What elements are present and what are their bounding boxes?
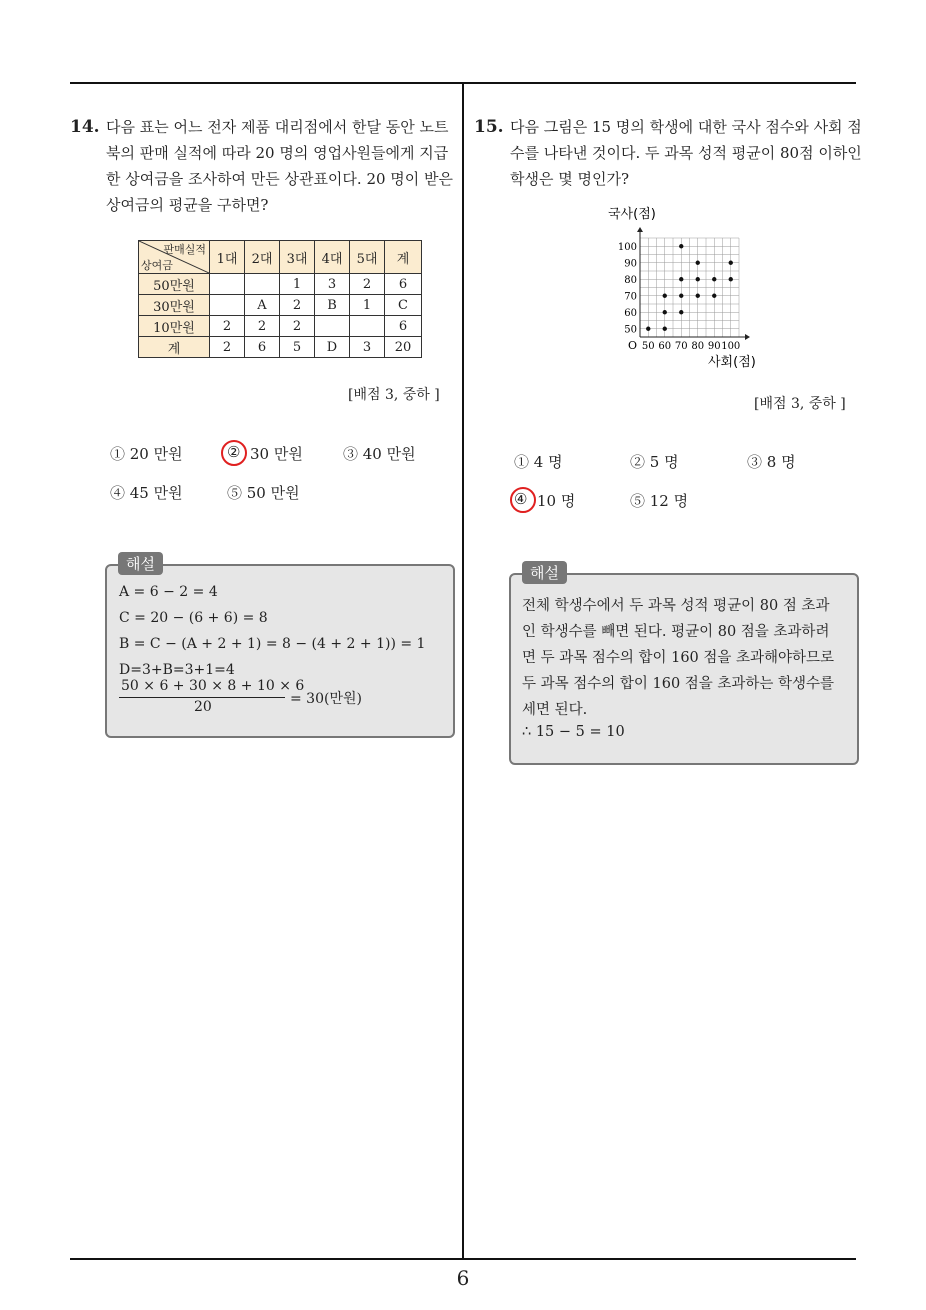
table-row — [139, 316, 422, 337]
question-line: 학생은 몇 명인가? — [510, 170, 630, 188]
y-tick-label: 70 — [624, 291, 637, 303]
choice-4[interactable]: ④ 45 만원 — [110, 484, 183, 502]
y-tick-label: 100 — [617, 241, 637, 253]
choice-1[interactable]: ① 20 만원 — [110, 445, 183, 463]
table-cell: 1 — [280, 274, 315, 295]
question-number: 14. — [70, 117, 100, 137]
table-cell: 2 — [245, 316, 280, 337]
tick-labels — [618, 242, 740, 352]
corner-top-label: 판매실적 — [163, 243, 206, 256]
data-point — [679, 277, 683, 281]
fraction-result: = 30(만원) — [290, 691, 362, 707]
data-point — [696, 261, 700, 265]
choice-2[interactable]: 30 만원 — [250, 445, 303, 463]
row-label: 30만원 — [139, 295, 210, 316]
solution-line: 세면 된다. — [522, 702, 588, 718]
column-divider — [462, 82, 464, 1260]
row-label: 50만원 — [139, 274, 210, 295]
data-point — [663, 310, 667, 314]
x-tick-label: 70 — [674, 341, 688, 352]
solution-tag: 해설 — [118, 552, 163, 575]
choice-1[interactable]: ① 4 명 — [514, 453, 563, 471]
table-cell: 6 — [385, 274, 422, 295]
question-line: 다음 표는 어느 전자 제품 대리점에서 한달 동안 노트 — [106, 118, 449, 136]
solution-line: 면 두 과목 점수의 합이 160 점을 초과해야하므로 — [522, 650, 835, 666]
table-cell: 2 — [350, 274, 385, 295]
solution-line: C = 20 − (6 + 6) = 8 — [119, 610, 268, 626]
x-tick-label: 100 — [721, 341, 741, 352]
data-point — [712, 277, 716, 281]
y-tick-label: 60 — [624, 307, 637, 319]
table-cell — [210, 295, 245, 316]
table-cell: 2 — [280, 316, 315, 337]
choice-3[interactable]: ③ 8 명 — [747, 453, 796, 471]
question-text — [106, 114, 453, 218]
fraction-numerator: 50 × 6 + 30 × 8 + 10 × 6 — [121, 678, 305, 694]
question-line: 수를 나타낸 것이다. 두 과목 성적 평균이 80점 이하인 — [510, 144, 862, 162]
table-header: 5대 — [350, 241, 385, 274]
data-point — [712, 294, 716, 298]
page-number: 6 — [456, 1266, 470, 1290]
data-point — [646, 327, 650, 331]
table-cell — [210, 274, 245, 295]
x-axis-arrow — [745, 334, 750, 340]
table-cell: D — [315, 337, 350, 358]
question-line: 한 상여금을 조사하여 만든 상관표이다. 20 명이 받은 — [106, 170, 454, 188]
solution-line: ∴ 15 − 5 = 10 — [522, 724, 625, 740]
x-tick-label: 90 — [707, 341, 721, 352]
data-point — [679, 294, 683, 298]
table-cell — [245, 274, 280, 295]
corner-bottom-label: 상여금 — [141, 259, 173, 272]
table-cell: 2 — [280, 295, 315, 316]
data-point — [729, 277, 733, 281]
data-point — [679, 310, 683, 314]
solution-tag: 해설 — [522, 561, 567, 584]
table-cell: 6 — [385, 316, 422, 337]
question-text — [510, 114, 862, 192]
score-label: [배점 3, 중하 ] — [754, 396, 846, 412]
score-label: [배점 3, 중하 ] — [348, 387, 440, 403]
table-cell: 1 — [350, 295, 385, 316]
x-axis-title: 사회(점) — [708, 355, 756, 370]
row-label: 10만원 — [139, 316, 210, 337]
x-tick-label: 80 — [691, 341, 705, 352]
table-row — [139, 337, 422, 358]
table-cell: 2 — [210, 337, 245, 358]
choice-4[interactable]: 10 명 — [537, 492, 576, 510]
y-tick-label: 80 — [624, 274, 637, 286]
table-cell: 2 — [210, 316, 245, 337]
choice-5[interactable]: ⑤ 50 만원 — [227, 484, 300, 502]
question-line: 북의 판매 실적에 따라 20 명의 영업사원들에게 지급 — [106, 144, 449, 162]
y-axis-title: 국사(점) — [608, 207, 656, 222]
table-cell: B — [315, 295, 350, 316]
axes — [637, 227, 750, 340]
solution-line: D=3+B=3+1=4 — [119, 662, 235, 678]
data-point — [663, 294, 667, 298]
table-header: 3대 — [280, 241, 315, 274]
fraction-denominator: 20 — [194, 699, 212, 715]
table-row — [139, 274, 422, 295]
table-cell: 5 — [280, 337, 315, 358]
table-header: 4대 — [315, 241, 350, 274]
table-corner — [139, 241, 210, 274]
data-point — [696, 294, 700, 298]
correlation-table — [138, 240, 422, 358]
data-point — [663, 327, 667, 331]
table-cell: 20 — [385, 337, 422, 358]
table-cell — [350, 316, 385, 337]
x-tick-label: 50 — [641, 341, 655, 352]
choice-5[interactable]: ⑤ 12 명 — [630, 492, 689, 510]
origin-label: O — [628, 339, 638, 352]
y-tick-label: 90 — [624, 258, 637, 270]
fraction-bar — [119, 697, 285, 698]
y-axis-arrow — [637, 227, 643, 232]
solution-line: 두 과목 점수의 합이 160 점을 초과하는 학생수를 — [522, 676, 835, 692]
table-header: 1대 — [210, 241, 245, 274]
table-cell: 3 — [350, 337, 385, 358]
x-tick-label: 60 — [658, 341, 672, 352]
question-number: 15. — [474, 117, 504, 137]
table-cell: 6 — [245, 337, 280, 358]
grid — [640, 238, 739, 337]
solution-line: B = C − (A + 2 + 1) = 8 − (4 + 2 + 1)) = 1 — [119, 636, 426, 652]
solution-line: A = 6 − 2 = 4 — [119, 584, 218, 600]
bottom-rule — [70, 1258, 856, 1260]
choice-2[interactable]: ② 5 명 — [630, 453, 679, 471]
table-cell — [315, 316, 350, 337]
choice-4-symbol[interactable]: ④ — [514, 490, 528, 508]
choice-3[interactable]: ③ 40 만원 — [343, 445, 416, 463]
data-point — [679, 244, 683, 248]
choice-2-symbol[interactable]: ② — [227, 443, 241, 461]
table-cell: C — [385, 295, 422, 316]
solution-line: 전체 학생수에서 두 과목 성적 평균이 80 점 초과 — [522, 598, 830, 614]
table-header: 2대 — [245, 241, 280, 274]
table-header: 계 — [385, 241, 422, 274]
question-line: 상여금의 평균을 구하면? — [106, 196, 269, 214]
table-cell: A — [245, 295, 280, 316]
scatter-plot — [600, 202, 780, 372]
solution-line: 인 학생수를 빼면 된다. 평균이 80 점을 초과하려 — [522, 624, 830, 640]
question-line: 다음 그림은 15 명의 학생에 대한 국사 점수와 사회 점 — [510, 118, 862, 136]
row-label: 계 — [139, 337, 210, 358]
data-point — [729, 261, 733, 265]
table-cell: 3 — [315, 274, 350, 295]
table-row — [139, 295, 422, 316]
data-point — [696, 277, 700, 281]
y-tick-label: 50 — [624, 324, 637, 336]
